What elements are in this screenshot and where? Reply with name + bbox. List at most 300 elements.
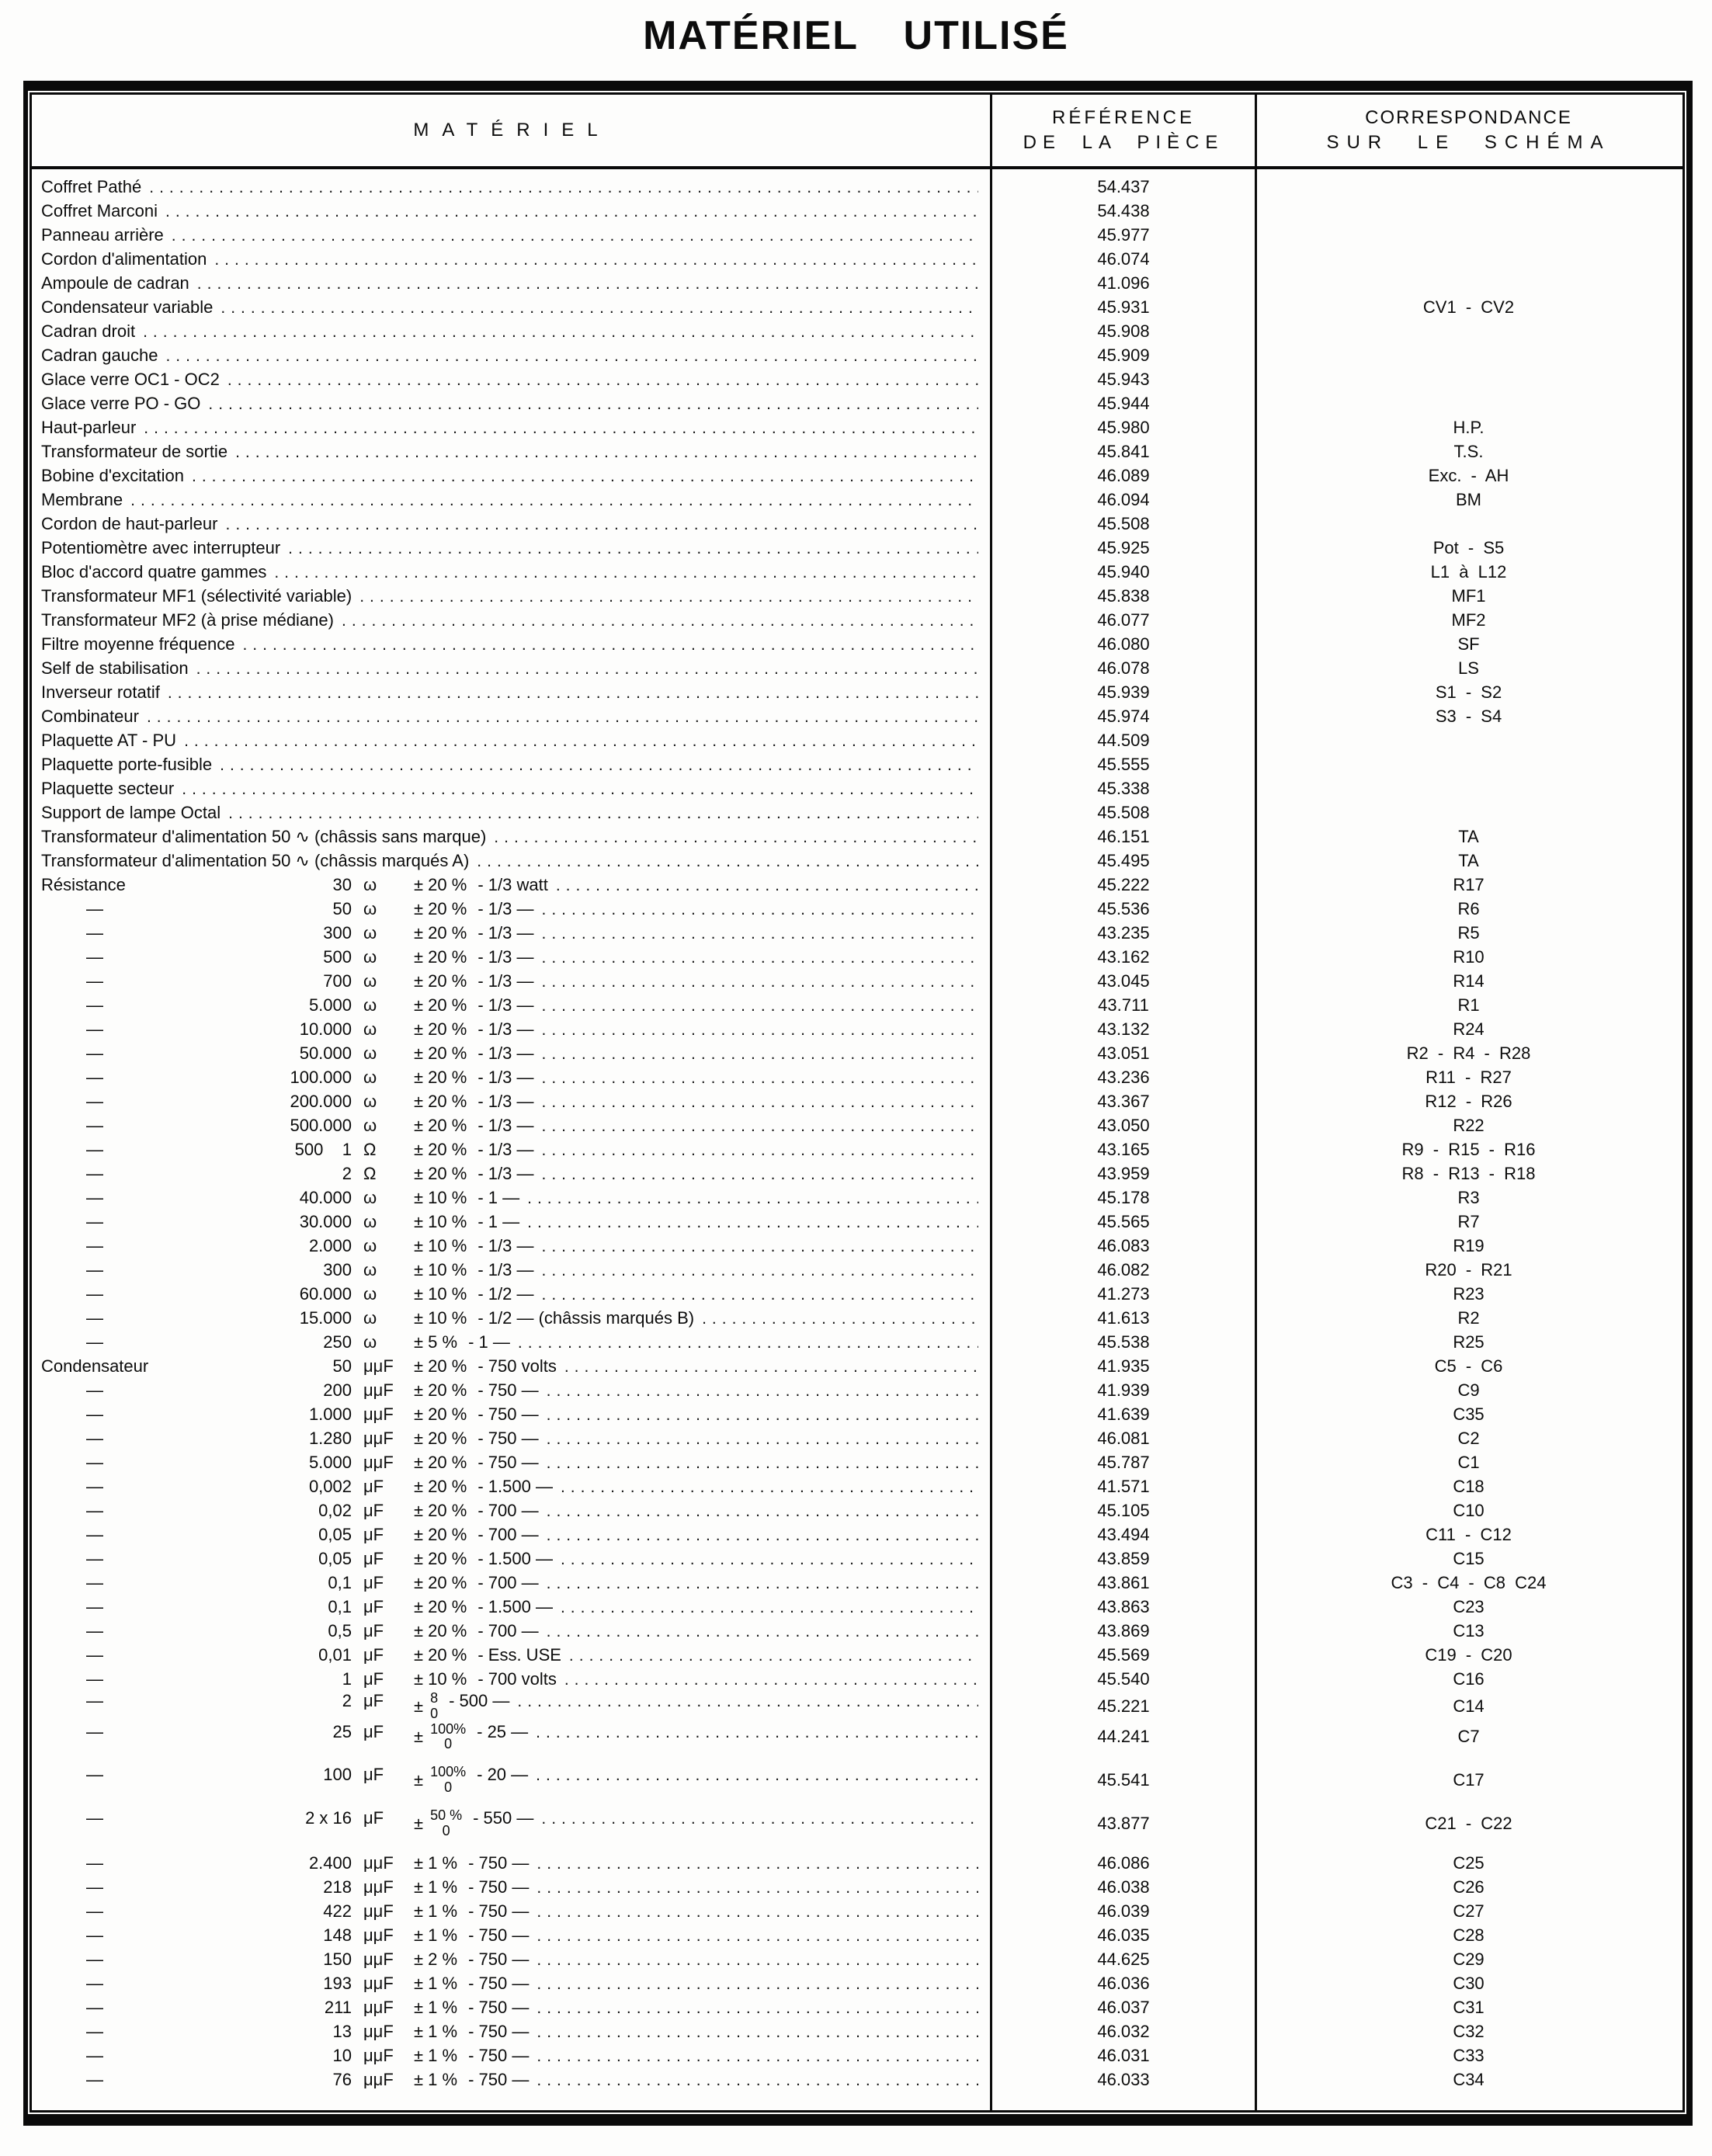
dotted-leader: [518, 1332, 978, 1352]
row-prefix: —: [86, 1476, 103, 1496]
schema-cell: R11 - R27: [1426, 1067, 1512, 1087]
table-row: [32, 1971, 1682, 1995]
materiel-cell: [32, 538, 992, 558]
reference-cell: 45.565: [1097, 1211, 1150, 1231]
dotted-leader: [537, 1877, 978, 1897]
materiel-cell: [32, 707, 992, 727]
dotted-leader: [547, 1525, 978, 1545]
component-tolerance: ± 10 %: [414, 1668, 467, 1689]
row-prefix: —: [86, 2045, 103, 2065]
schema-cell: CV1 - CV2: [1422, 297, 1515, 317]
item-label: Plaquette porte-fusible: [41, 754, 213, 774]
dotted-leader: [564, 1669, 978, 1689]
component-tolerance: ± 20 %: [414, 922, 467, 943]
materiel-cell: [32, 514, 992, 534]
component-tolerance: ± 20 %: [414, 946, 467, 967]
row-prefix: —: [86, 1973, 103, 1993]
schema-cell: R8 - R13 - R18: [1401, 1163, 1536, 1183]
component-value: 1.280: [308, 1428, 352, 1448]
component-rating: - 1/3 —: [477, 1019, 534, 1039]
component-tolerance: ± 20 %: [414, 1500, 467, 1520]
schema-cell: BM: [1456, 489, 1481, 509]
row-prefix: —: [86, 1019, 103, 1039]
table-row: [32, 1234, 1682, 1258]
schema-cell: R2: [1457, 1307, 1480, 1328]
component-tolerance: ± 10 %: [414, 1187, 467, 1207]
row-prefix: Condensateur: [41, 1356, 149, 1376]
materiel-cell: [32, 1140, 992, 1160]
reference-cell: 44.241: [1097, 1727, 1150, 1747]
dotted-leader: [702, 1308, 978, 1328]
component-rating: - 750 —: [468, 1973, 530, 1993]
dotted-leader: [537, 2070, 978, 2090]
component-value: 5.000: [308, 1452, 352, 1472]
schema-cell: C21 - C22: [1425, 1813, 1512, 1833]
table-row: [32, 199, 1682, 223]
row-prefix: —: [86, 1524, 103, 1544]
schema-cell: R2 - R4 - R28: [1406, 1043, 1531, 1063]
materiel-cell: [32, 1974, 992, 1994]
reference-cell: 46.039: [1097, 1901, 1150, 1921]
materiel-cell: [32, 1669, 992, 1689]
dotted-leader: [541, 1808, 978, 1828]
component-rating: - 750 —: [477, 1428, 539, 1448]
table-row: [32, 1041, 1682, 1065]
reference-cell: 43.959: [1097, 1163, 1150, 1183]
item-label: Membrane: [41, 489, 123, 509]
component-rating: - 700 —: [477, 1572, 539, 1592]
table-row: [32, 632, 1682, 656]
table-row: [32, 873, 1682, 897]
component-tolerance: ± 1 %: [414, 1877, 458, 1897]
component-rating: - 1/3 —: [477, 946, 534, 967]
dotted-leader: [541, 1068, 978, 1088]
schema-cell: C1: [1457, 1452, 1480, 1472]
materiel-cell: [32, 1808, 992, 1839]
materiel-cell: [32, 273, 992, 293]
materiel-cell: [32, 1380, 992, 1401]
row-prefix: —: [86, 946, 103, 967]
schema-cell: S1 - S2: [1435, 682, 1502, 702]
reference-cell: 45.974: [1097, 706, 1150, 726]
component-rating: - 1/3 —: [477, 1115, 534, 1135]
materiel-cell: [32, 1260, 992, 1280]
reference-cell: 41.639: [1097, 1404, 1150, 1424]
dotted-leader: [541, 1260, 978, 1280]
schema-cell: C13: [1453, 1620, 1485, 1640]
tolerance-fraction: [430, 1808, 462, 1839]
tolerance-fraction: [430, 1722, 466, 1753]
component-tolerance: ± 20 %: [414, 1019, 467, 1039]
component-rating: - 750 —: [468, 1901, 530, 1921]
component-value: 5.000: [308, 995, 352, 1015]
dotted-leader: [143, 321, 978, 342]
schema-cell: Exc. - AH: [1428, 465, 1509, 485]
table-row: [32, 1402, 1682, 1426]
component-tolerance: ± 10 %: [414, 1283, 467, 1304]
component-rating: - 1/3 —: [477, 898, 534, 918]
schema-cell: R14: [1453, 970, 1485, 991]
materiel-cell: [32, 1453, 992, 1473]
materiel-cell: [32, 634, 992, 654]
row-prefix: —: [86, 1163, 103, 1183]
row-prefix: —: [86, 1997, 103, 2017]
materiel-cell: [32, 971, 992, 991]
reference-cell: 45.925: [1097, 537, 1150, 557]
item-label: Transformateur d'alimentation 50 ∿ (châssis sans marque): [41, 826, 487, 846]
component-unit: μF: [363, 1668, 384, 1689]
row-prefix: —: [86, 1807, 103, 1828]
dotted-leader: [288, 538, 978, 558]
component-value: 60.000: [299, 1283, 352, 1304]
reference-cell: 54.438: [1097, 200, 1150, 220]
tolerance-fraction: [430, 1691, 438, 1722]
table-row: [32, 1450, 1682, 1474]
materiel-cell: [32, 1949, 992, 1970]
table-row: [32, 849, 1682, 873]
component-value: 40.000: [299, 1187, 352, 1207]
table-row: [32, 1571, 1682, 1595]
item-label: Glace verre PO - GO: [41, 393, 201, 413]
dotted-leader: [541, 899, 978, 919]
dotted-leader: [165, 345, 978, 366]
row-prefix: —: [86, 1644, 103, 1665]
materiel-cell: [32, 851, 992, 871]
table-row: [32, 463, 1682, 488]
component-value: 0,05: [318, 1548, 352, 1568]
component-rating: - 750 —: [468, 1877, 530, 1897]
materiel-cell: [32, 1068, 992, 1088]
table-row: [32, 343, 1682, 367]
component-tolerance: ± 1 %: [414, 2021, 458, 2041]
reference-cell: 45.931: [1097, 297, 1150, 317]
header-reference: RÉFÉRENCE DE LA PIÈCE: [1023, 106, 1224, 153]
column-divider-2: [1255, 95, 1257, 2110]
component-tolerance: ± 20 %: [414, 1356, 467, 1376]
header-correspondance: CORRESPONDANCE SUR LE SCHÉMA: [1326, 106, 1611, 153]
materiel-cell: [32, 370, 992, 390]
table-row: [32, 512, 1682, 536]
schema-cell: C16: [1453, 1668, 1485, 1689]
component-unit: ω: [363, 874, 377, 894]
component-tolerance: [411, 1808, 462, 1839]
component-tolerance: ± 5 %: [414, 1331, 458, 1352]
dotted-leader: [556, 875, 978, 895]
materiel-cell: [32, 1477, 992, 1497]
row-prefix: —: [86, 1548, 103, 1568]
component-rating: - 1/3 —: [477, 922, 534, 943]
column-divider-1: [990, 95, 992, 2110]
row-prefix: —: [86, 1668, 103, 1689]
table-row: [32, 993, 1682, 1017]
component-rating: - 1/3 —: [477, 970, 534, 991]
materiel-cell: [32, 1019, 992, 1040]
reference-cell: 54.437: [1097, 176, 1150, 196]
materiel-cell: [32, 1645, 992, 1665]
row-prefix: —: [86, 2069, 103, 2089]
component-rating: - 1/3 —: [477, 1163, 534, 1183]
materiel-cell: [32, 803, 992, 823]
materiel-cell: [32, 1501, 992, 1521]
table-row: [32, 1378, 1682, 1402]
reference-cell: 41.096: [1097, 273, 1150, 293]
table-row: [32, 1282, 1682, 1306]
component-value: 50: [332, 1356, 352, 1376]
component-unit: μμF: [363, 2045, 394, 2065]
materiel-cell: [32, 394, 992, 414]
component-unit: ω: [363, 1019, 377, 1039]
table-row: [32, 536, 1682, 560]
table-row: [32, 1113, 1682, 1137]
item-label: Bloc d'accord quatre gammes: [41, 561, 267, 582]
dotted-leader: [536, 1722, 978, 1742]
reference-cell: 41.613: [1097, 1307, 1150, 1328]
component-unit: μF: [363, 1572, 384, 1592]
dotted-leader: [172, 225, 978, 245]
table-row: [32, 1258, 1682, 1282]
dotted-leader: [227, 370, 978, 390]
item-label: Potentiomètre avec interrupteur: [41, 537, 281, 557]
table-row: [32, 1354, 1682, 1378]
dotted-leader: [221, 297, 978, 318]
table-row: [32, 656, 1682, 680]
table-row: [32, 1474, 1682, 1498]
tolerance-bottom: 0: [430, 1705, 439, 1721]
reference-cell: 45.838: [1097, 585, 1150, 606]
materiel-cell: [32, 1116, 992, 1136]
reference-cell: 43.869: [1097, 1620, 1150, 1640]
reference-cell: 45.944: [1097, 393, 1150, 413]
dotted-leader: [536, 1765, 978, 1785]
dotted-leader: [561, 1477, 978, 1497]
dotted-leader: [541, 1236, 978, 1256]
dotted-leader: [537, 1925, 978, 1946]
reference-cell: 43.132: [1097, 1019, 1150, 1039]
component-tolerance: ± 20 %: [414, 1380, 467, 1400]
component-unit: ω: [363, 1259, 377, 1279]
reference-cell: 45.943: [1097, 369, 1150, 389]
row-prefix: —: [86, 1925, 103, 1945]
schema-cell: C25: [1453, 1852, 1485, 1873]
component-unit: μμF: [363, 1452, 394, 1472]
materiel-cell: [32, 1691, 992, 1722]
dotted-leader: [527, 1212, 978, 1232]
reference-cell: 46.077: [1097, 609, 1150, 630]
table-row: [32, 969, 1682, 993]
reference-cell: 45.178: [1097, 1187, 1150, 1207]
component-unit: ω: [363, 1235, 377, 1255]
table-row: [32, 1643, 1682, 1667]
component-rating: - 750 —: [477, 1380, 539, 1400]
reference-cell: 46.089: [1097, 465, 1150, 485]
reference-cell: 46.032: [1097, 2021, 1150, 2041]
component-tolerance: ± 20 %: [414, 1043, 467, 1063]
item-label: Condensateur variable: [41, 297, 214, 317]
table-row: [32, 800, 1682, 825]
dotted-leader: [165, 201, 978, 221]
component-value: 2: [342, 1163, 352, 1183]
materiel-cell: [32, 2046, 992, 2066]
component-tolerance: ± 2 %: [414, 1949, 458, 1969]
dotted-leader: [537, 1998, 978, 2018]
reference-cell: 43.162: [1097, 946, 1150, 967]
row-prefix: —: [86, 1852, 103, 1873]
table-row: [32, 488, 1682, 512]
reference-cell: 46.151: [1097, 826, 1150, 846]
dotted-leader: [537, 1949, 978, 1970]
component-rating: - 550 —: [473, 1807, 534, 1828]
component-rating: - 500 —: [449, 1691, 510, 1710]
reference-cell: 46.080: [1097, 634, 1150, 654]
component-tolerance: ± 1 %: [414, 2069, 458, 2089]
item-label: Bobine d'excitation: [41, 465, 184, 485]
schema-cell: S3 - S4: [1435, 706, 1502, 726]
table-row: [32, 1137, 1682, 1161]
component-unit: μF: [363, 1524, 384, 1544]
schema-cell: C5 - C6: [1434, 1356, 1503, 1376]
row-prefix: —: [86, 898, 103, 918]
schema-cell: R17: [1453, 874, 1485, 894]
schema-cell: LS: [1458, 658, 1479, 678]
component-unit: ω: [363, 1091, 377, 1111]
reference-cell: 46.038: [1097, 1877, 1150, 1897]
dotted-leader: [541, 1092, 978, 1112]
tolerance-top: ± 100%: [430, 1765, 467, 1780]
item-label: Glace verre OC1 - OC2: [41, 369, 220, 389]
materiel-cell: [32, 321, 992, 342]
table-row: [32, 921, 1682, 945]
reference-cell: 43.236: [1097, 1067, 1150, 1087]
row-prefix: —: [86, 1428, 103, 1448]
row-prefix: —: [86, 922, 103, 943]
row-prefix: —: [86, 970, 103, 991]
component-tolerance: ± 20 %: [414, 1644, 467, 1665]
table-row: [32, 1899, 1682, 1923]
reference-cell: 46.035: [1097, 1925, 1150, 1945]
materiel-cell: [32, 779, 992, 799]
component-unit: μμF: [363, 2021, 394, 2041]
component-rating: - 750 —: [468, 1949, 530, 1969]
materiel-cell: [32, 658, 992, 679]
schema-cell: C32: [1453, 2021, 1485, 2041]
materiel-cell: [32, 731, 992, 751]
component-value: 2 x 16: [305, 1807, 352, 1828]
row-prefix: —: [86, 1452, 103, 1472]
schema-cell: R23: [1453, 1283, 1485, 1304]
component-tolerance: ± 20 %: [414, 1596, 467, 1616]
materiel-cell: [32, 466, 992, 486]
component-value: 0,002: [308, 1476, 352, 1496]
tolerance-fraction: [430, 1765, 466, 1796]
schema-cell: SF: [1457, 634, 1480, 654]
schema-cell: R22: [1453, 1115, 1485, 1135]
component-unit: μF: [363, 1500, 384, 1520]
dotted-leader: [242, 634, 978, 654]
materiel-cell: [32, 875, 992, 895]
tolerance-top: ± 100%: [430, 1721, 467, 1737]
schema-cell: C3 - C4 - C8 C24: [1391, 1572, 1547, 1592]
materiel-cell: [32, 418, 992, 438]
table-row: [32, 223, 1682, 247]
dotted-leader: [541, 1019, 978, 1040]
component-unit: μF: [363, 1807, 384, 1828]
component-value: 500 1: [294, 1139, 352, 1159]
schema-cell: C35: [1453, 1404, 1485, 1424]
dotted-leader: [537, 1901, 978, 1922]
component-unit: μF: [363, 1476, 384, 1496]
schema-cell: R25: [1453, 1331, 1485, 1352]
component-tolerance: ± 20 %: [414, 898, 467, 918]
item-label: Ampoule de cadran: [41, 273, 189, 293]
materiel-cell: [32, 1043, 992, 1064]
schema-cell: C28: [1453, 1925, 1485, 1945]
materiel-cell: [32, 1212, 992, 1232]
row-prefix: —: [86, 1043, 103, 1063]
component-tolerance: ± 20 %: [414, 995, 467, 1015]
table-row: [32, 1667, 1682, 1691]
reference-cell: 43.050: [1097, 1115, 1150, 1135]
item-label: Plaquette secteur: [41, 778, 175, 798]
materiel-cell: [32, 345, 992, 366]
item-label: Panneau arrière: [41, 224, 164, 245]
component-value: 500: [323, 946, 352, 967]
materiel-cell: [32, 1573, 992, 1593]
table-row: [32, 415, 1682, 439]
component-value: 100: [323, 1765, 352, 1785]
component-value: 0,02: [318, 1500, 352, 1520]
schema-cell: MF2: [1451, 609, 1486, 630]
dotted-leader: [541, 947, 978, 967]
component-tolerance: ± 20 %: [414, 1163, 467, 1183]
row-prefix: —: [86, 1259, 103, 1279]
materiel-cell: [32, 1597, 992, 1617]
component-unit: ω: [363, 1283, 377, 1304]
component-tolerance: ± 20 %: [414, 1548, 467, 1568]
dotted-leader: [547, 1573, 978, 1593]
component-tolerance: ± 10 %: [414, 1211, 467, 1231]
table-row: [32, 584, 1682, 608]
dotted-leader: [214, 249, 978, 269]
item-label: Haut-parleur: [41, 417, 137, 437]
schema-cell: T.S.: [1453, 441, 1484, 461]
materiel-cell: [32, 1722, 992, 1753]
component-rating: - 1/3 —: [477, 1259, 534, 1279]
table-row: [32, 1547, 1682, 1571]
row-prefix: —: [86, 1765, 103, 1785]
materiel-cell: [32, 827, 992, 847]
dotted-leader: [547, 1501, 978, 1521]
table-row: [32, 560, 1682, 584]
tolerance-bottom: 0: [442, 1822, 450, 1838]
item-label: Coffret Marconi: [41, 200, 158, 220]
component-tolerance: ± 20 %: [414, 1620, 467, 1640]
component-rating: - 20 —: [477, 1765, 529, 1785]
table-row: [32, 1995, 1682, 2019]
table-row: [32, 1851, 1682, 1875]
component-unit: μμF: [363, 2069, 394, 2089]
schema-cell: R9 - R15 - R16: [1401, 1139, 1536, 1159]
row-prefix: Résistance: [41, 874, 126, 894]
component-unit: ω: [363, 1067, 377, 1087]
component-tolerance: ± 20 %: [414, 1524, 467, 1544]
component-tolerance: ± 1 %: [414, 1901, 458, 1921]
dotted-leader: [517, 1691, 978, 1711]
tolerance-bottom: 0: [444, 1736, 453, 1752]
item-label: Cadran gauche: [41, 345, 158, 365]
component-value: 10: [332, 2045, 352, 2065]
schema-cell: R12 - R26: [1425, 1091, 1512, 1111]
component-rating: - 750 —: [468, 2021, 530, 2041]
